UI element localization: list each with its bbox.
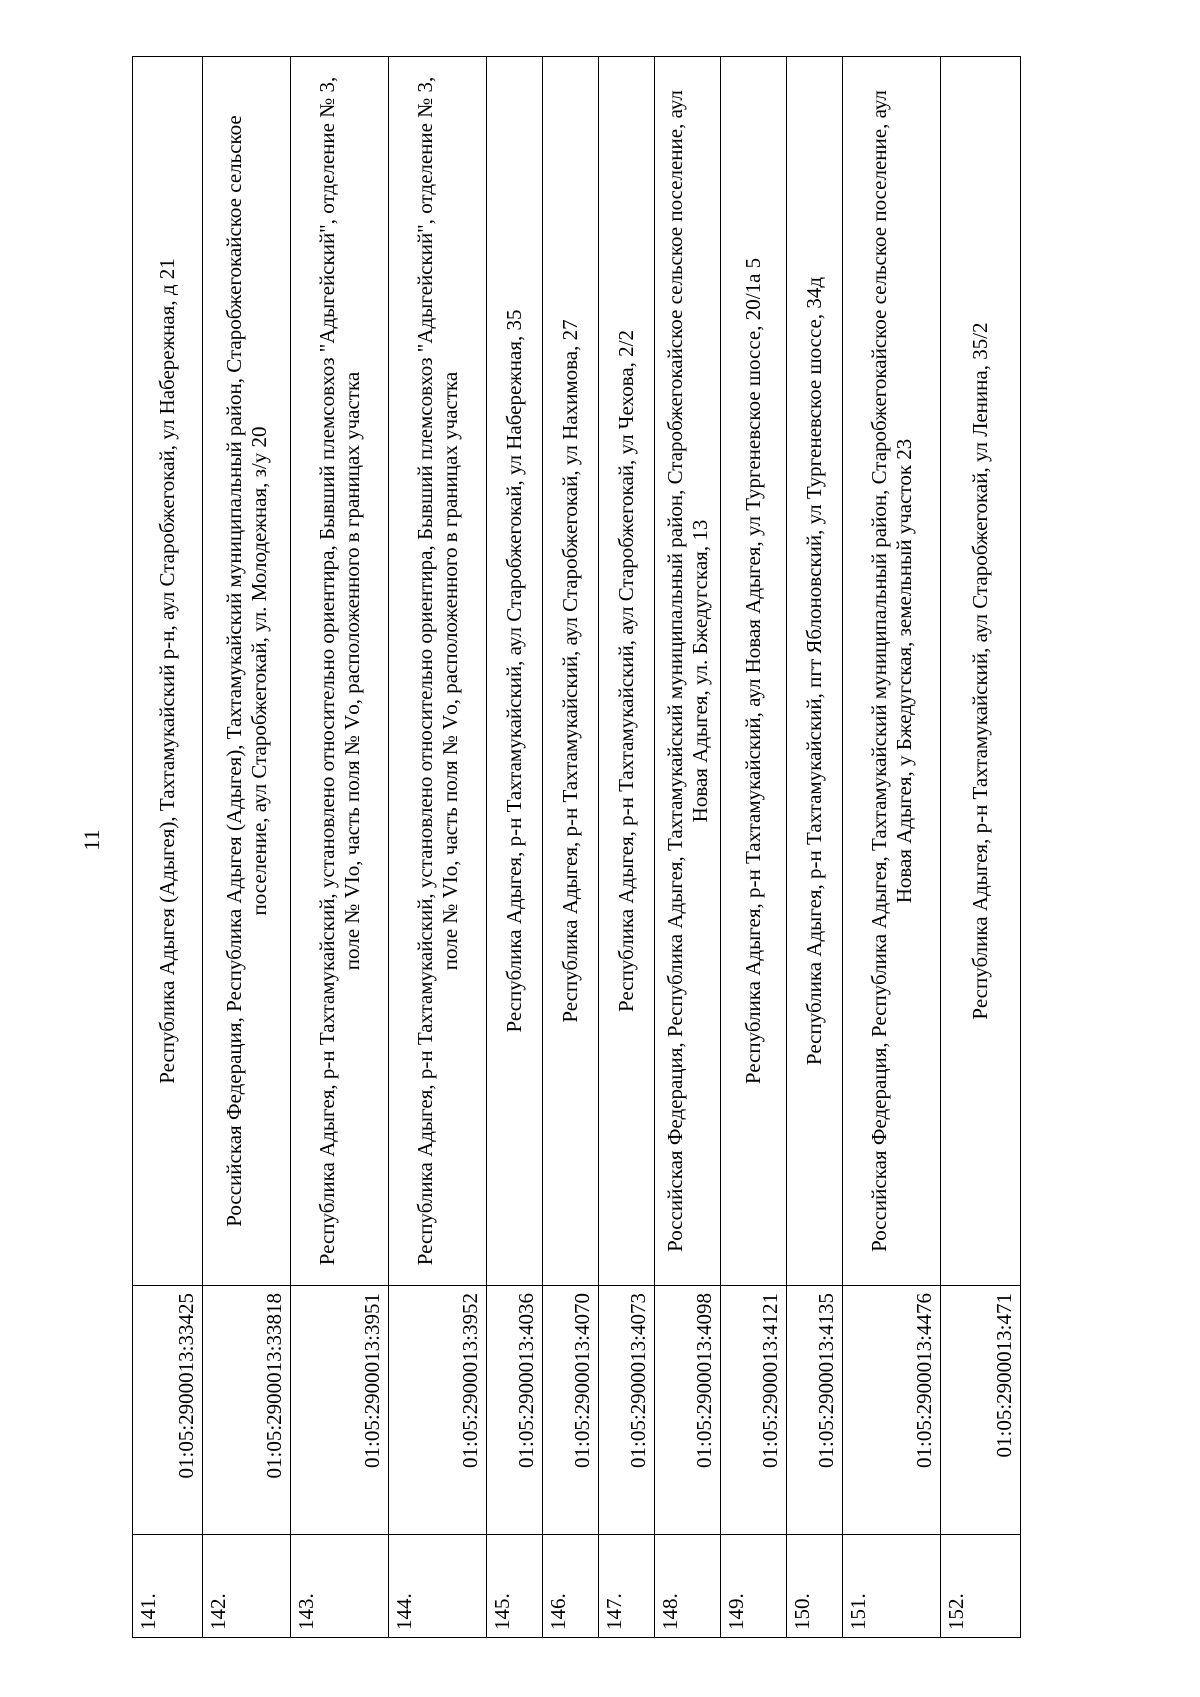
table-row: [721, 57, 787, 1638]
address: Республика Адыгея, р-н Тахтамукайский, аул Старобжегокай, ул Ленина, 35/2: [941, 57, 1021, 1286]
land-plots-table: [132, 56, 1021, 1638]
row-number: 145.: [487, 1535, 543, 1638]
address: Республика Адыгея (Адыгея), Тахтамукайский р-н, аул Старобжегокай, ул Набережная, д 21: [133, 57, 203, 1286]
cadastral-number: 01:05:2900013:4098: [655, 1286, 721, 1535]
address: Республика Адыгея, р-н Тахтамукайский, аул Старобжегокай, ул Набережная, 35: [487, 57, 543, 1286]
table-row: [389, 57, 487, 1638]
row-number: 146.: [543, 1535, 599, 1638]
row-number: 148.: [655, 1535, 721, 1638]
rotated-page-content: [132, 56, 1020, 1638]
address: Российская Федерация, Республика Адыгея, Тахтамукайский муниципальный район, Старобжегокайское сельское поселение, аул Новая Адыгея, ул. Бжедугская, 13: [655, 57, 721, 1286]
table-row: [543, 57, 599, 1638]
row-number: 150.: [787, 1535, 843, 1638]
table-row: [203, 57, 291, 1638]
row-number: 147.: [599, 1535, 655, 1638]
cadastral-number: 01:05:2900013:33818: [203, 1286, 291, 1535]
address: Республика Адыгея, р-н Тахтамукайский, аул Новая Адыгея, ул Тургеневское шоссе, 20/1а 5: [721, 57, 787, 1286]
row-number: 141.: [133, 1535, 203, 1638]
table-row: [133, 57, 203, 1638]
address: Российская Федерация, Республика Адыгея, Тахтамукайский муниципальный район, Старобжегокайское сельское поселение, аул Новая Адыгея, у Бжедугская, земельный участок 23: [843, 57, 941, 1286]
table-row: [941, 57, 1021, 1638]
table-row: [843, 57, 941, 1638]
table-row: [291, 57, 389, 1638]
address: Республика Адыгея, р-н Тахтамукайский, установлено относительно ориентира, Бывший племсовхоз "Адыгейский", отделение № 3, поле № VIо, часть поля № Vо, расположенного в границах участка: [291, 57, 389, 1286]
row-number: 149.: [721, 1535, 787, 1638]
table-row: [599, 57, 655, 1638]
address: Республика Адыгея, р-н Тахтамукайский, установлено относительно ориентира, Бывший племсовхоз "Адыгейский", отделение № 3, поле № VIо, часть поля № Vо, расположенного в границах участка: [389, 57, 487, 1286]
address: Республика Адыгея, р-н Тахтамукайский, аул Старобжегокай, ул Нахимова, 27: [543, 57, 599, 1286]
table-row: [787, 57, 843, 1638]
cadastral-number: 01:05:2900013:4073: [599, 1286, 655, 1535]
cadastral-number: 01:05:2900013:471: [941, 1286, 1021, 1535]
cadastral-number: 01:05:2900013:4121: [721, 1286, 787, 1535]
address: Республика Адыгея, р-н Тахтамукайский, аул Старобжегокай, ул Чехова, 2/2: [599, 57, 655, 1286]
row-number: 151.: [843, 1535, 941, 1638]
cadastral-number: 01:05:2900013:33425: [133, 1286, 203, 1535]
cadastral-number: 01:05:2900013:4135: [787, 1286, 843, 1535]
table-row: [487, 57, 543, 1638]
cadastral-number: 01:05:2900013:4036: [487, 1286, 543, 1535]
address: Республика Адыгея, р-н Тахтамукайский, пгт Яблоновский, ул Тургеневское шоссе, 34д: [787, 57, 843, 1286]
page-number: 11: [79, 829, 104, 851]
row-number: 142.: [203, 1535, 291, 1638]
address: Российская Федерация, Республика Адыгея (Адыгея), Тахтамукайский муниципальный район, Старобжегокайское сельское поселение, аул Старобжегокай, ул. Молодежная, з/у 20: [203, 57, 291, 1286]
cadastral-number: 01:05:2900013:4070: [543, 1286, 599, 1535]
cadastral-number: 01:05:2900013:4476: [843, 1286, 941, 1535]
row-number: 152.: [941, 1535, 1021, 1638]
cadastral-number: 01:05:2900013:3952: [389, 1286, 487, 1535]
row-number: 143.: [291, 1535, 389, 1638]
row-number: 144.: [389, 1535, 487, 1638]
table-row: [655, 57, 721, 1638]
cadastral-number: 01:05:2900013:3951: [291, 1286, 389, 1535]
